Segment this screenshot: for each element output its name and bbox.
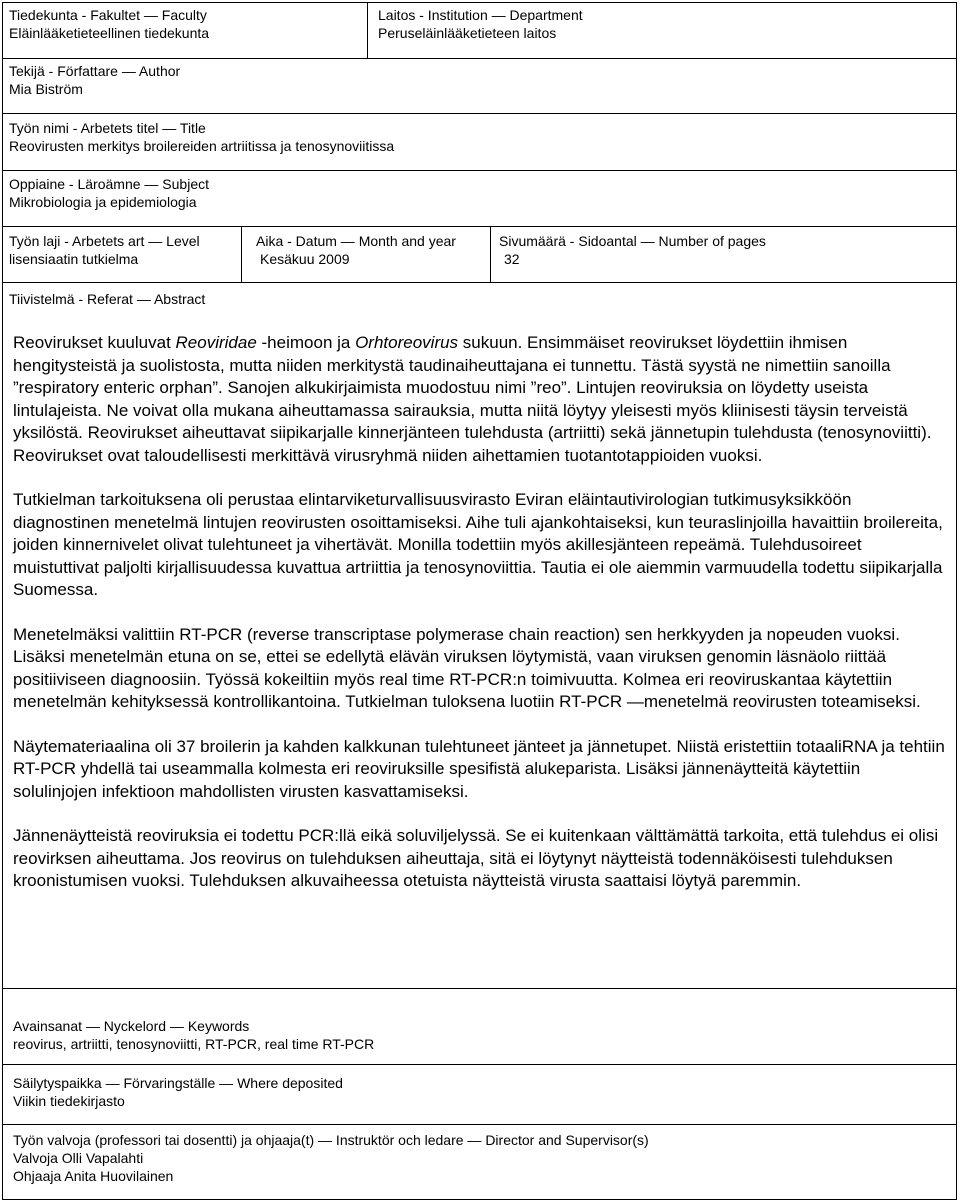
abstract-paragraph-2: Tutkielman tarkoituksena oli perustaa elintarviketurvallisuusvirasto Eviran eläintautivirologian tutkimusyksikköön diagnostinen menetelmä lintujen reovirusten osoittamiseksi. Aihe tuli ajankohtaiseksi, kun teuraslinjoilla havaittiin broilereita, joiden kinnernivelet olivat tulehtuneet ja vihertävät. Monilla todettiin myös akillesjänteen repeämä. Tulehdusoireet muistuttivat paljolti kirjallisuudessa kuvattua artriittia ja tenosynoviittia. Tautia ei ole aiemmin varmuudella todettu siipikarjalla Suomessa. xyxy=(13,490,943,599)
faculty-value: Eläinlääketieteellinen tiedekunta xyxy=(9,25,210,41)
supervisors-label: Työn valvoja (professori tai dosentti) ja ohjaaja(t) — Instruktör och ledare — Director and Supervisor(s) xyxy=(13,1132,649,1148)
level-label: Työn laji - Arbetets art — Level xyxy=(9,233,200,249)
abstract-text: Reovirukset kuuluvat xyxy=(13,333,176,352)
abstract-paragraph-3: Menetelmäksi valittiin RT-PCR (reverse transcriptase polymerase chain reaction) sen herkkyyden ja nopeuden vuoksi. Lisäksi menetelmän etuna on se, ettei se edellytä elävän viruksen löytymistä, vaan viruksen genomin läsnäolo riittää positiiviseen diagnoosiin. Työssä kokeiltiin myös real time RT-PCR:n toimivuutta. Kolmea eri reoviruskantaa käytettiin menetelmän kehityksessä kontrollikantoina. Tutkielman tuloksena luotiin RT-PCR —menetelmä reovirusten toteamiseksi. xyxy=(13,624,921,711)
deposited-value: Viikin tiedekirjasto xyxy=(13,1093,125,1109)
thesis-title: Reovirusten merkitys broilereiden artriitissa ja tenosynoviitissa xyxy=(9,138,395,154)
level-value: lisensiaatin tutkielma xyxy=(9,251,139,267)
supervisor-name: Valvoja Olli Vapalahti xyxy=(13,1150,144,1166)
keywords-label: Avainsanat — Nyckelord — Keywords xyxy=(13,1018,250,1034)
divider-level-date xyxy=(241,226,242,283)
divider-faculty-department xyxy=(367,2,368,59)
department-label: Laitos - Institution — Department xyxy=(378,7,583,23)
abstract-text: sukuun. Ensimmäiset reovirukset löydettiin ihmisen hengitysteistä ja suolistosta, mutta niiden merkitystä taudinaiheuttajana ei tunnettu. Tästä syystä ne nimettiin sanoilla ”respiratory enteric orphan”. Sanojen alkukirjaimista muodostuu nimi ”reo”. Lintujen reoviruksia on löydetty useista lintulajeista. Ne voivat olla mukana aiheuttamassa sairauksia, mutta niitä löytyy yleisesti myös kliinisesti täysin terveistä yksilöstä. Reovirukset aiheuttavat siipikarjalle kinnerjänteen tulehdusta (artriitti) sekä jännetupin tulehdusta (tenosynoviitti). Reovirukset ovat taloudellisesti merkittävä virusryhmä niiden aihettamien tuotantotappioiden vuoksi. xyxy=(13,333,932,465)
abstract-paragraph-5: Jännenäytteistä reoviruksia ei todettu PCR:llä eikä soluviljelyssä. Se ei kuitenkaan välttämättä tarkoita, että tulehdus ei olisi reovirksen aiheuttama. Jos reovirus on tulehduksen aiheuttaja, sitä ei löytynyt näytteistä todennäköisesti tulehduksen kroonistumisen vuoksi. Tulehduksen alkuvaiheessa otetuista näytteistä virusta saattaisi löytyä paremmin. xyxy=(13,826,939,890)
pages-label: Sivumäärä - Sidoantal — Number of pages xyxy=(499,233,766,249)
title-label: Työn nimi - Arbetets titel — Title xyxy=(9,120,206,136)
deposited-label: Säilytyspaikka — Förvaringställe — Where deposited xyxy=(13,1075,343,1091)
rule-author xyxy=(2,113,957,114)
subject-label: Oppiaine - Läroämne — Subject xyxy=(9,176,209,192)
pages-value: 32 xyxy=(504,251,520,267)
keywords-value: reovirus, artriitti, tenosynoviitti, RT-PCR, real time RT-PCR xyxy=(13,1036,375,1052)
date-value: Kesäkuu 2009 xyxy=(260,251,350,267)
abstract-paragraph-1 xyxy=(13,332,949,467)
rule-header xyxy=(2,58,957,59)
family-name-italic: Reoviridae xyxy=(175,333,257,352)
abstract-paragraph-4: Näytemateriaalina oli 37 broilerin ja kahden kalkkunan tulehtuneet jänteet ja jännetupet. Niistä eristettiin totaaliRNA ja tehtiin RT-PCR yhdellä tai useammalla kolmesta eri reoviruksille spesifistä alukeparista. Lisäksi jännenäytteitä käytettiin solulinjojen infektioon mahdollisten virusten kasvattamiseksi. xyxy=(13,736,945,801)
author-value: Mia Biström xyxy=(9,81,83,97)
instructor-name: Ohjaaja Anita Huovilainen xyxy=(13,1168,174,1184)
abstract-body xyxy=(13,332,949,893)
rule-subject xyxy=(2,226,957,227)
abstract-text: -heimoon ja xyxy=(256,333,356,352)
rule-deposited xyxy=(2,1124,957,1125)
author-label: Tekijä - Författare — Author xyxy=(9,63,181,79)
rule-keywords xyxy=(2,1064,957,1065)
genus-name-italic: Orhtoreovirus xyxy=(355,333,459,352)
rule-abstract xyxy=(2,988,957,989)
abstract-label: Tiivistelmä - Referat — Abstract xyxy=(9,291,206,307)
divider-date-pages xyxy=(490,226,491,283)
rule-title xyxy=(2,170,957,171)
faculty-label: Tiedekunta - Fakultet — Faculty xyxy=(9,7,207,23)
date-label: Aika - Datum — Month and year xyxy=(256,233,456,249)
department-value: Peruseläinlääketieteen laitos xyxy=(378,25,557,41)
rule-level xyxy=(2,282,957,283)
subject-value: Mikrobiologia ja epidemiologia xyxy=(9,194,197,210)
